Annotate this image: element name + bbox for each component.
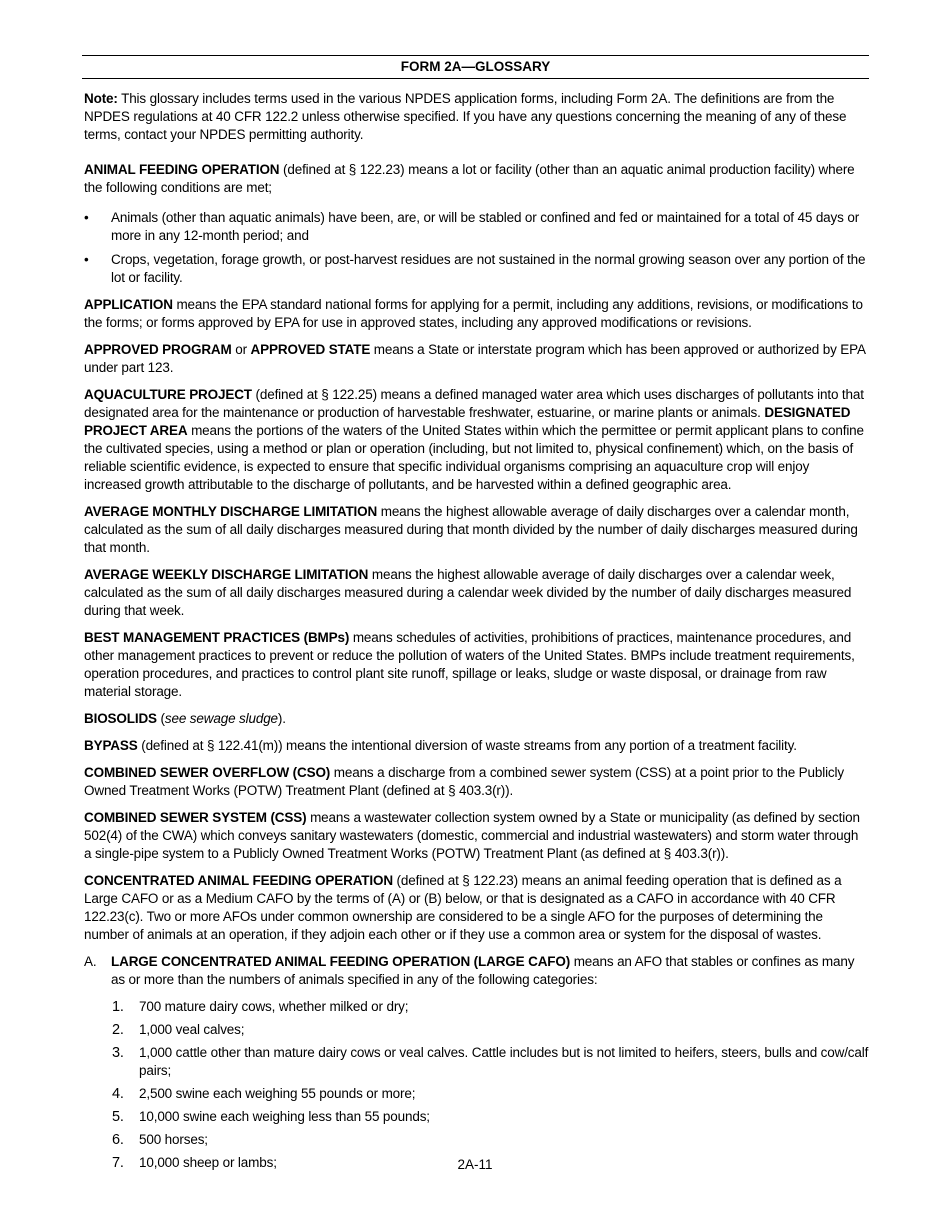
- definition: (defined at § 122.25) means a defined managed water area which uses discharges of pollutants into that designated area for the maintenance or production of harvestable freshwater, estuarine, or marine plants or animals.: [84, 387, 864, 420]
- entry-avg-monthly: [84, 503, 869, 557]
- definition: means schedules of activities, prohibitions of practices, maintenance procedures, and other management practices to prevent or reduce the pollution of waters of the United States. BMPs include treatment requirements, operation procedures, and practices to control plant site runoff, spillage or leaks, sludge or waste disposal, or drainage from raw material storage.: [84, 630, 855, 699]
- numbered-item: [84, 1085, 869, 1103]
- item-number: 5.: [112, 1109, 124, 1125]
- bullet-icon: •: [84, 252, 89, 267]
- note-paragraph: [84, 90, 869, 144]
- numbered-item: [84, 1108, 869, 1126]
- definition: means a wastewater collection system owned by a State or municipality (as defined by section 502(4) of the CWA) which conveys sanitary wastewaters (domestic, commercial and industrial wastewaters) and storm water through a single-pipe system to a Publicly Owned Treatment Works (POTW) Treatment Plant (as defined at § 403.3(r)).: [84, 810, 860, 861]
- definition: means the EPA standard national forms for applying for a permit, including any additions, revisions, or modifications to the forms; or forms approved by EPA for use in approved states, including any approved modifications or revisions.: [84, 297, 863, 330]
- entry-bypass: [84, 737, 869, 755]
- paren-open: (: [156, 711, 165, 726]
- page-number: 2A-11: [457, 1157, 493, 1172]
- term: APPROVED STATE: [250, 342, 371, 357]
- page-header-title: FORM 2A—GLOSSARY: [82, 55, 869, 79]
- item-label: A.: [84, 954, 97, 969]
- term: APPROVED PROGRAM: [84, 342, 232, 357]
- bullet-item: [84, 209, 869, 245]
- term: AQUACULTURE PROJECT: [84, 387, 252, 402]
- connector: or: [231, 342, 251, 357]
- item-number: 1.: [112, 999, 124, 1015]
- item-text: 500 horses;: [139, 1132, 208, 1147]
- term: COMBINED SEWER SYSTEM (CSS): [84, 810, 307, 825]
- definition: (defined at § 122.23) means a lot or facility (other than an aquatic animal production facility) where the following conditions are met;: [84, 162, 855, 195]
- entry-aquaculture: [84, 386, 869, 494]
- bullet-item: [84, 251, 869, 287]
- entry-bmp: [84, 629, 869, 701]
- paren-close: ).: [277, 711, 286, 726]
- definition: means the portions of the waters of the United States within which the permittee or permit applicant plans to confine the cultivated species, using a method or plan or operation (including, but not limited to, physical confinement) which, on the basis of reliable scientific evidence, is expected to ensure that specific individual organisms comprising an aquaculture crop will enjoy increased growth attributable to the discharge of pollutants, and be harvested within a defined geographic area.: [84, 423, 864, 492]
- note-text: This glossary includes terms used in the various NPDES application forms, including Form 2A. The definitions are from the NPDES regulations at 40 CFR 122.2 unless otherwise specified. If you have any questions concerning the meaning of any of these terms, contact your NPDES permitting authority.: [84, 91, 847, 142]
- numbered-item: [84, 1131, 869, 1149]
- definition: means a discharge from a combined sewer system (CSS) at a point prior to the Publicly Owned Treatment Works (POTW) Treatment Plant (defined at § 403.3(r)).: [84, 765, 844, 798]
- large-cafo-item: [84, 953, 869, 989]
- definition: (defined at § 122.23) means an animal feeding operation that is defined as a Large CAFO or as a Medium CAFO by the terms of (A) or (B) below, or that is designated as a CAFO in accordance with 40 CFR 122.23(c). Two or more AFOs under common ownership are considered to be a single AFO for the purposes of determining the number of animals at an operation, if they adjoin each other or if they use a common area or system for the disposal of wastes.: [84, 873, 842, 942]
- entry-afo: [84, 161, 869, 197]
- note-label: Note:: [84, 91, 118, 106]
- term: AVERAGE MONTHLY DISCHARGE LIMITATION: [84, 504, 378, 519]
- item-text: 1,000 cattle other than mature dairy cows or veal calves. Cattle includes but is not limited to heifers, steers, bulls and cow/calf pairs;: [139, 1045, 869, 1078]
- entry-biosolids: [84, 710, 869, 728]
- term: ANIMAL FEEDING OPERATION: [84, 162, 280, 177]
- term: BEST MANAGEMENT PRACTICES (BMPs): [84, 630, 350, 645]
- item-text: 10,000 sheep or lambs;: [139, 1155, 277, 1170]
- bullet-icon: •: [84, 210, 89, 225]
- item-text: 10,000 swine each weighing less than 55 pounds;: [139, 1109, 430, 1124]
- numbered-item: [84, 1044, 869, 1080]
- term: LARGE CONCENTRATED ANIMAL FEEDING OPERATION (LARGE CAFO): [111, 954, 571, 969]
- entry-css: [84, 809, 869, 863]
- item-number: 7.: [112, 1155, 124, 1171]
- entry-approved: [84, 341, 869, 377]
- item-number: 2.: [112, 1022, 124, 1038]
- term: BIOSOLIDS: [84, 711, 157, 726]
- definition: means the highest allowable average of daily discharges over a calendar week, calculated as the sum of all daily discharges measured during a calendar week divided by the number of daily discharges measured during that week.: [84, 567, 852, 618]
- term: APPLICATION: [84, 297, 173, 312]
- item-text: 1,000 veal calves;: [139, 1022, 245, 1037]
- item-text: 2,500 swine each weighing 55 pounds or more;: [139, 1086, 416, 1101]
- definition: (defined at § 122.41(m)) means the intentional diversion of waste streams from any portion of a treatment facility.: [137, 738, 797, 753]
- item-number: 4.: [112, 1086, 124, 1102]
- term: DESIGNATED PROJECT AREA: [84, 405, 851, 438]
- definition: means an AFO that stables or confines as many as or more than the numbers of animals specified in any of the following categories:: [111, 954, 855, 987]
- bullet-text: Crops, vegetation, forage growth, or post-harvest residues are not sustained in the normal growing season over any portion of the lot or facility.: [111, 252, 866, 285]
- bullet-text: Animals (other than aquatic animals) have been, are, or will be stabled or confined and fed or maintained for a total of 45 days or more in any 12-month period; and: [111, 210, 860, 243]
- item-number: 3.: [112, 1045, 124, 1061]
- term: AVERAGE WEEKLY DISCHARGE LIMITATION: [84, 567, 369, 582]
- definition: means a State or interstate program which has been approved or authorized by EPA under part 123.: [84, 342, 866, 375]
- term: CONCENTRATED ANIMAL FEEDING OPERATION: [84, 873, 393, 888]
- entry-cafo: [84, 872, 869, 944]
- term: COMBINED SEWER OVERFLOW (CSO): [84, 765, 331, 780]
- entry-avg-weekly: [84, 566, 869, 620]
- item-number: 6.: [112, 1132, 124, 1148]
- entry-cso: [84, 764, 869, 800]
- numbered-item: [84, 998, 869, 1016]
- cross-reference: see sewage sludge: [164, 711, 278, 726]
- item-text: 700 mature dairy cows, whether milked or dry;: [139, 999, 409, 1014]
- numbered-item: [84, 1021, 869, 1039]
- definition: means the highest allowable average of daily discharges over a calendar month, calculated as the sum of all daily discharges measured during that month divided by the number of daily discharges measured during that month.: [84, 504, 858, 555]
- entry-application: [84, 296, 869, 332]
- glossary-content: [84, 90, 869, 1177]
- term: BYPASS: [84, 738, 138, 753]
